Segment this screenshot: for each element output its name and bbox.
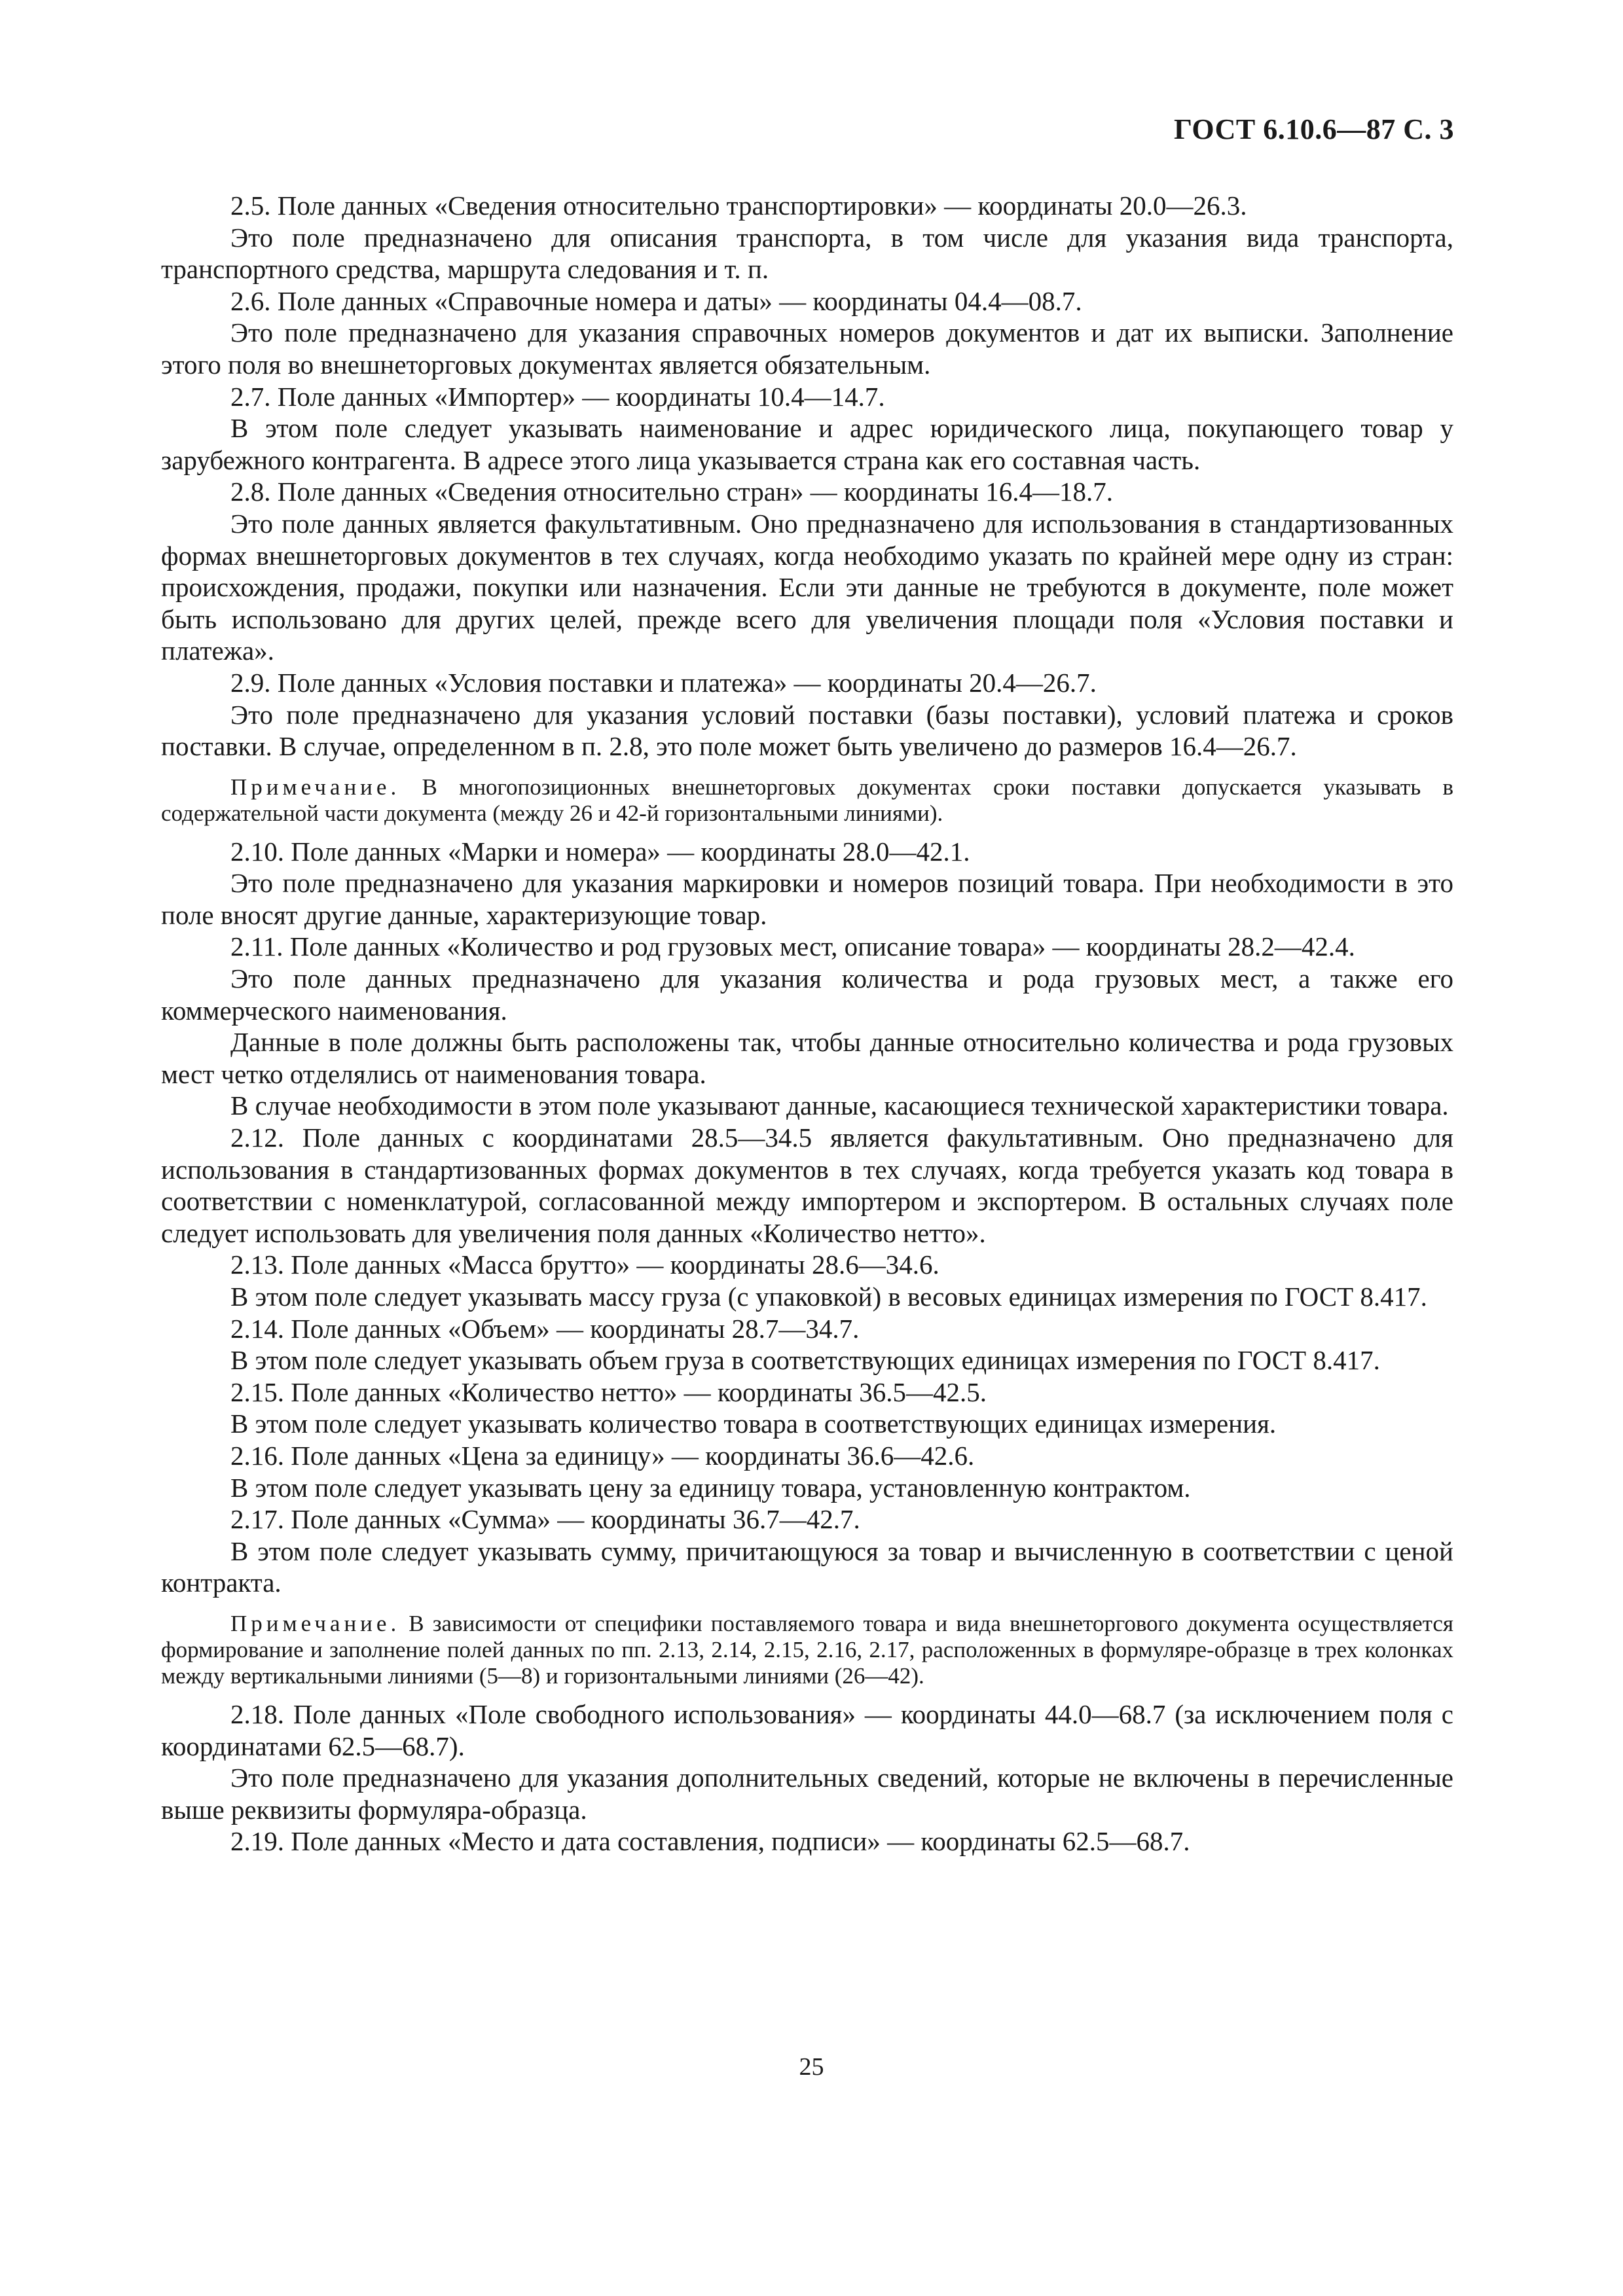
paragraph: Это поле предназначено для указания дополнительных сведений, которые не включены в перечисленные выше реквизиты формуляра-образца. xyxy=(161,1763,1453,1825)
paragraph: 2.13. Поле данных «Масса брутто» — координаты 28.6—34.6. xyxy=(230,1249,939,1280)
paragraph: Это поле предназначено для указания справочных номеров документов и дат их выписки. Заполнение этого поля во внешнеторговых документах является обязательным. xyxy=(161,317,1453,380)
paragraph: 2.16. Поле данных «Цена за единицу» — координаты 36.6—42.6. xyxy=(230,1440,975,1471)
paragraph: Это поле предназначено для указания маркировки и номеров позиций товара. При необходимости в это поле вносят другие данные, характеризующие товар. xyxy=(161,868,1453,930)
document-body xyxy=(161,190,1453,1857)
paragraph: 2.12. Поле данных с координатами 28.5—34.5 является факультативным. Оно предназначено для использования в стандартизованных формах документов в тех случаях, когда требуется указать код товара в соответствии с номенклатурой, согласованной между импортером и экспортером. В остальных случаях поле следует использовать для увеличения поля данных «Количество нетто». xyxy=(161,1122,1453,1248)
paragraph: 2.10. Поле данных «Марки и номера» — координаты 28.0—42.1. xyxy=(230,836,970,867)
note-text: В многопозиционных внешнеторговых документах сроки поставки допускается указывать в содержательной части документа (между 26 и 42-й горизонтальными линиями). xyxy=(161,774,1453,826)
paragraph: В этом поле следует указывать наименование и адрес юридического лица, покупающего товар у зарубежного контрагента. В адресе этого лица указывается страна как его составная часть. xyxy=(161,413,1453,475)
paragraph: 2.5. Поле данных «Сведения относительно транспортировки» — координаты 20.0—26.3. xyxy=(230,190,1247,221)
paragraph: Это поле предназначено для описания транспорта, в том числе для указания вида транспорта, транспортного средства, маршрута следования и т. п. xyxy=(161,222,1453,285)
paragraph: В этом поле следует указывать массу груза (с упаковкой) в весовых единицах измерения по ГОСТ 8.417. xyxy=(230,1282,1427,1312)
note-1 xyxy=(161,774,1453,827)
paragraph: 2.19. Поле данных «Место и дата составления, подписи» — координаты 62.5—68.7. xyxy=(230,1826,1190,1857)
paragraph: В случае необходимости в этом поле указывают данные, касающиеся технической характеристики товара. xyxy=(230,1090,1449,1121)
document-header: ГОСТ 6.10.6—87 С. 3 xyxy=(1173,113,1454,145)
paragraph: 2.8. Поле данных «Сведения относительно стран» — координаты 16.4—18.7. xyxy=(230,476,1113,507)
paragraph: Это поле предназначено для указания условий поставки (базы поставки), условий платежа и сроков поставки. В случае, определенном в п. 2.8, это поле может быть увеличено до размеров 16.4—26.7. xyxy=(161,699,1453,762)
paragraph: 2.14. Поле данных «Объем» — координаты 28.7—34.7. xyxy=(230,1313,860,1344)
paragraph: 2.18. Поле данных «Поле свободного использования» — координаты 44.0—68.7 (за исключением поля с координатами 62.5—68.7). xyxy=(161,1698,1453,1761)
paragraph: Данные в поле должны быть расположены так, чтобы данные относительно количества и рода грузовых мест четко отделялись от наименования товара. xyxy=(161,1027,1453,1089)
note-text: В зависимости от специфики поставляемого товара и вида внешнеторгового документа осуществляется формирование и заполнение полей данных по пп. 2.13, 2.14, 2.15, 2.16, 2.17, расположенных в формуляре-образце в трех колонках между вертикальными линиями (5—8) и горизонтальными линиями (26—42). xyxy=(161,1610,1453,1689)
paragraph: 2.15. Поле данных «Количество нетто» — координаты 36.5—42.5. xyxy=(230,1376,987,1407)
paragraph: 2.11. Поле данных «Количество и род грузовых мест, описание товара» — координаты 28.2—42.4. xyxy=(230,931,1355,962)
note-label: Примечание. xyxy=(230,774,401,800)
paragraph: 2.17. Поле данных «Сумма» — координаты 36.7—42.7. xyxy=(230,1504,860,1535)
paragraph: Это поле данных предназначено для указания количества и рода грузовых мест, а также его коммерческого наименования. xyxy=(161,963,1453,1026)
paragraph: В этом поле следует указывать количество товара в соответствующих единицах измерения. xyxy=(230,1408,1277,1439)
paragraph: 2.7. Поле данных «Импортер» — координаты 10.4—14.7. xyxy=(230,381,885,412)
paragraph: В этом поле следует указывать объем груза в соответствующих единицах измерения по ГОСТ 8.417. xyxy=(230,1345,1380,1376)
paragraph: В этом поле следует указывать сумму, причитающуюся за товар и вычисленную в соответствии с ценой контракта. xyxy=(161,1535,1453,1598)
paragraph: 2.6. Поле данных «Справочные номера и даты» — координаты 04.4—08.7. xyxy=(230,285,1082,316)
paragraph: Это поле данных является факультативным. Оно предназначено для использования в стандартизованных формах внешнеторговых документов в тех случаях, когда необходимо указать по крайней мере одну из стран: происхождения, продажи, покупки или назначения. Если эти данные не требуются в документе, поле может быть использовано для других целей, прежде всего для увеличения площади поля «Условия поставки и платежа». xyxy=(161,508,1453,666)
page-number: 25 xyxy=(799,2053,824,2081)
paragraph: 2.9. Поле данных «Условия поставки и платежа» — координаты 20.4—26.7. xyxy=(230,667,1097,698)
note-label: Примечание. xyxy=(230,1610,401,1636)
note-2 xyxy=(161,1611,1453,1689)
paragraph: В этом поле следует указывать цену за единицу товара, установленную контрактом. xyxy=(230,1472,1191,1503)
